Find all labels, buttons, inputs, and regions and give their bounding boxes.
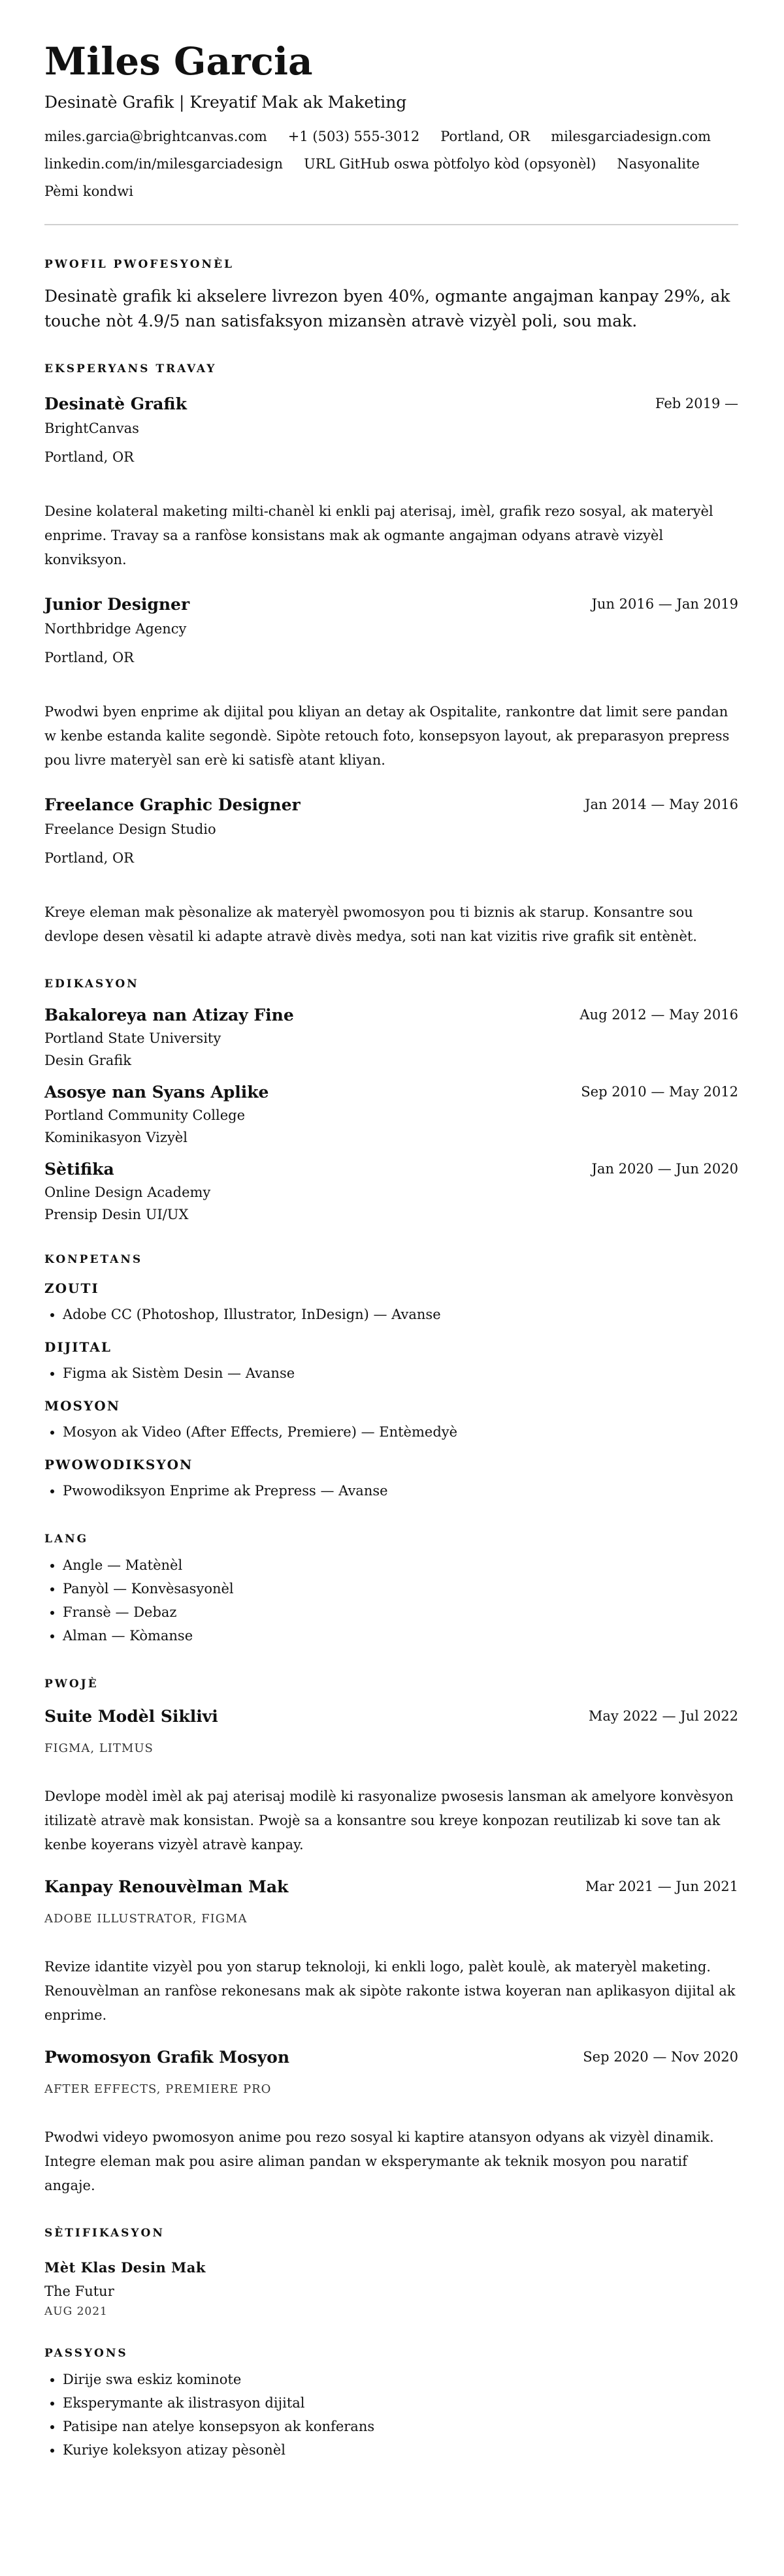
hobby-item: • Dirije swa eskiz kominote bbox=[63, 2368, 738, 2391]
education-date: Jan 2020 — Jun 2020 bbox=[591, 1161, 738, 1177]
job-title: Junior Designer bbox=[44, 595, 190, 614]
project-entry bbox=[44, 1706, 738, 1857]
profile-summary: Desinatè grafik ki akselere livrezon byen 40%, ogmante angajman kanpay 29%, ak touche nòt 4.9/5 nan satisfaksyon mizansèn atravè vizyèl poli, sou mak. bbox=[44, 287, 730, 330]
job-description: Pwodwi byen enprime ak dijital pou kliyan an detay ak Ospitalite, rankontre dat limit sere pandan w kenbe estanda kalite segondè. Sipòte retouch foto, konsepsyon layout, ak preparasyon prepress pou livre materyèl san erè ki satisfè atant kliyan. bbox=[44, 704, 730, 768]
project-title: Suite Modèl Siklivi bbox=[44, 1707, 218, 1726]
job-location: Portland, OR bbox=[44, 650, 134, 665]
study-field: Prensip Desin UI/UX bbox=[44, 1207, 189, 1222]
job-date: Jun 2016 — Jan 2019 bbox=[591, 596, 738, 612]
language-item: • Alman — Kòmanse bbox=[63, 1624, 738, 1647]
language-item: • Angle — Matènèl bbox=[63, 1553, 738, 1577]
project-title: Pwomosyon Grafik Mosyon bbox=[44, 2048, 289, 2067]
skill-item: • Adobe CC (Photoshop, Illustrator, InDesign) — Avanse bbox=[63, 1303, 738, 1326]
project-date: Mar 2021 — Jun 2021 bbox=[585, 1879, 738, 1894]
contact-license: Pèmi kondwi bbox=[44, 183, 133, 199]
project-description: Pwodwi videyo pwomosyon anime pou rezo sosyal ki kaptire atansyon odyans ak vizyèl dinamik. Integre eleman mak pou asire aliman pandan w eksperymante ak teknik mosyon pou naratif angaje. bbox=[44, 2129, 714, 2193]
job-title: Freelance Graphic Designer bbox=[44, 795, 301, 814]
education-entry bbox=[44, 1159, 738, 1224]
candidate-headline: Desinatè Grafik | Kreyatif Mak ak Maketing bbox=[44, 93, 407, 112]
skill-list bbox=[44, 1303, 738, 1326]
job-location: Portland, OR bbox=[44, 850, 134, 866]
language-list bbox=[44, 1553, 738, 1647]
skill-list bbox=[44, 1479, 738, 1503]
skill-item: • Mosyon ak Video (After Effects, Premiere) — Entèmedyè bbox=[63, 1420, 738, 1444]
project-date: Sep 2020 — Nov 2020 bbox=[583, 2049, 738, 2065]
contact-location: Portland, OR bbox=[440, 129, 531, 144]
section-title-languages: LANG bbox=[44, 1533, 89, 1546]
project-date: May 2022 — Jul 2022 bbox=[588, 1708, 738, 1724]
project-description: Revize idantite vizyèl pou yon starup teknoloji, ki enkli logo, palèt koulè, ak materyèl maketing. Renouvèlman an ranfòse rekonesans mak ak sipòte rakonte istwa koyeran nan aplikasyon dijital ak enprime. bbox=[44, 1959, 736, 2023]
candidate-name: Miles Garcia bbox=[44, 39, 313, 84]
job-date: Feb 2019 — bbox=[655, 396, 738, 411]
section-title-projects: PWOJÈ bbox=[44, 1678, 99, 1691]
school-name: Portland Community College bbox=[44, 1107, 246, 1123]
hobby-item: • Eksperymante ak ilistrasyon dijital bbox=[63, 2391, 738, 2415]
project-tech: AFTER EFFECTS, PREMIERE PRO bbox=[44, 2082, 272, 2096]
experience-entry bbox=[44, 394, 738, 572]
school-name: Online Design Academy bbox=[44, 1185, 211, 1200]
job-title: Desinatè Grafik bbox=[44, 394, 187, 413]
skill-item: • Figma ak Sistèm Desin — Avanse bbox=[63, 1361, 738, 1385]
hobby-item: • Kuriye koleksyon atizay pèsonèl bbox=[63, 2438, 738, 2462]
school-name: Portland State University bbox=[44, 1030, 221, 1046]
job-company: Freelance Design Studio bbox=[44, 821, 216, 837]
section-title-education: EDIKASYON bbox=[44, 978, 139, 991]
section-title-experience: EKSPERYANS TRAVAY bbox=[44, 362, 217, 375]
skill-category bbox=[44, 1338, 738, 1385]
section-title-profile: PWOFIL PWOFESYONÈL bbox=[44, 258, 234, 271]
hobby-list bbox=[44, 2368, 738, 2462]
job-description: Kreye eleman mak pèsonalize ak materyèl pwomosyon pou ti biznis ak starup. Konsantre sou devlope desen vèsatil ki adapte atravè divès medya, soti nan kat vizitis rive grafik sit entènèt. bbox=[44, 904, 697, 944]
contact-row bbox=[44, 127, 738, 146]
contact-website[interactable]: milesgarciadesign.com bbox=[551, 129, 711, 144]
project-title: Kanpay Renouvèlman Mak bbox=[44, 1877, 289, 1896]
education-entry bbox=[44, 1082, 738, 1147]
job-date: Jan 2014 — May 2016 bbox=[585, 797, 738, 812]
resume-content bbox=[44, 37, 738, 2462]
resume-header bbox=[44, 37, 738, 201]
contact-phone[interactable]: +1 (503) 555-3012 bbox=[287, 129, 420, 144]
education-date: Sep 2010 — May 2012 bbox=[581, 1084, 738, 1100]
degree-title: Sètifika bbox=[44, 1160, 114, 1179]
degree-title: Asosye nan Syans Aplike bbox=[44, 1083, 269, 1102]
language-item: • Fransè — Debaz bbox=[63, 1600, 738, 1624]
project-tech: ADOBE ILLUSTRATOR, FIGMA bbox=[44, 1912, 248, 1926]
study-field: Kominikasyon Vizyèl bbox=[44, 1130, 188, 1145]
degree-title: Bakaloreya nan Atizay Fine bbox=[44, 1006, 294, 1025]
skill-category bbox=[44, 1279, 738, 1326]
education-entry bbox=[44, 1005, 738, 1070]
contact-row bbox=[44, 182, 738, 201]
job-company: BrightCanvas bbox=[44, 421, 139, 436]
certification-name: Mèt Klas Desin Mak bbox=[44, 2259, 206, 2276]
experience-entry bbox=[44, 594, 738, 772]
section-title-skills: KONPETANS bbox=[44, 1253, 143, 1266]
skill-category bbox=[44, 1455, 738, 1503]
skill-category-name: MOSYON bbox=[44, 1398, 120, 1414]
skill-category-name: ZOUTI bbox=[44, 1280, 99, 1296]
contact-linkedin[interactable]: linkedin.com/in/milesgarciadesign bbox=[44, 156, 284, 172]
experience-entry bbox=[44, 795, 738, 949]
project-description: Devlope modèl imèl ak paj aterisaj modilè ki rasyonalize pwosesis lansman ak amelyore konvèsyon itilizatè atravè mak konsistan. Pwojè sa a konsantre sou kreye konpozan reutilizab ki sove tan ak kenbe koyerans vizyèl atravè kanpay. bbox=[44, 1789, 734, 1852]
section-title-certifications: SÈTIFIKASYON bbox=[44, 2227, 165, 2240]
skill-category-name: DIJITAL bbox=[44, 1339, 112, 1355]
project-entry bbox=[44, 1877, 738, 2027]
project-entry bbox=[44, 2047, 738, 2198]
certification-entry bbox=[44, 2258, 738, 2319]
certification-issuer: The Futur bbox=[44, 2283, 114, 2299]
skill-item: • Pwowodiksyon Enprime ak Prepress — Avanse bbox=[63, 1479, 738, 1503]
skill-category-name: PWOWODIKSYON bbox=[44, 1457, 193, 1472]
job-company: Northbridge Agency bbox=[44, 621, 187, 637]
hobby-item: • Patisipe nan atelye konsepsyon ak konferans bbox=[63, 2415, 738, 2438]
section-title-hobbies: PASSYONS bbox=[44, 2347, 128, 2360]
job-description: Desine kolateral maketing milti-chanèl ki enkli paj aterisaj, imèl, grafik rezo sosyal, ak materyèl enprime. Travay sa a ranfòse konsistans mak ak ogmante angajman odyans atravè vizyèl konviksyon. bbox=[44, 503, 713, 567]
skill-list bbox=[44, 1361, 738, 1385]
header-divider bbox=[44, 224, 738, 225]
contact-row bbox=[44, 154, 738, 174]
study-field: Desin Grafik bbox=[44, 1053, 132, 1068]
contact-github[interactable]: URL GitHub oswa pòtfolyo kòd (opsyonèl) bbox=[304, 156, 596, 172]
education-date: Aug 2012 — May 2016 bbox=[580, 1007, 738, 1023]
contact-email[interactable]: miles.garcia@brightcanvas.com bbox=[44, 129, 267, 144]
job-location: Portland, OR bbox=[44, 449, 134, 465]
contact-nationality: Nasyonalite bbox=[617, 156, 700, 172]
certification-date: AUG 2021 bbox=[44, 2305, 108, 2318]
project-tech: FIGMA, LITMUS bbox=[44, 1741, 154, 1755]
skill-category bbox=[44, 1397, 738, 1444]
skill-list bbox=[44, 1420, 738, 1444]
language-item: • Panyòl — Konvèsasyonèl bbox=[63, 1577, 738, 1600]
